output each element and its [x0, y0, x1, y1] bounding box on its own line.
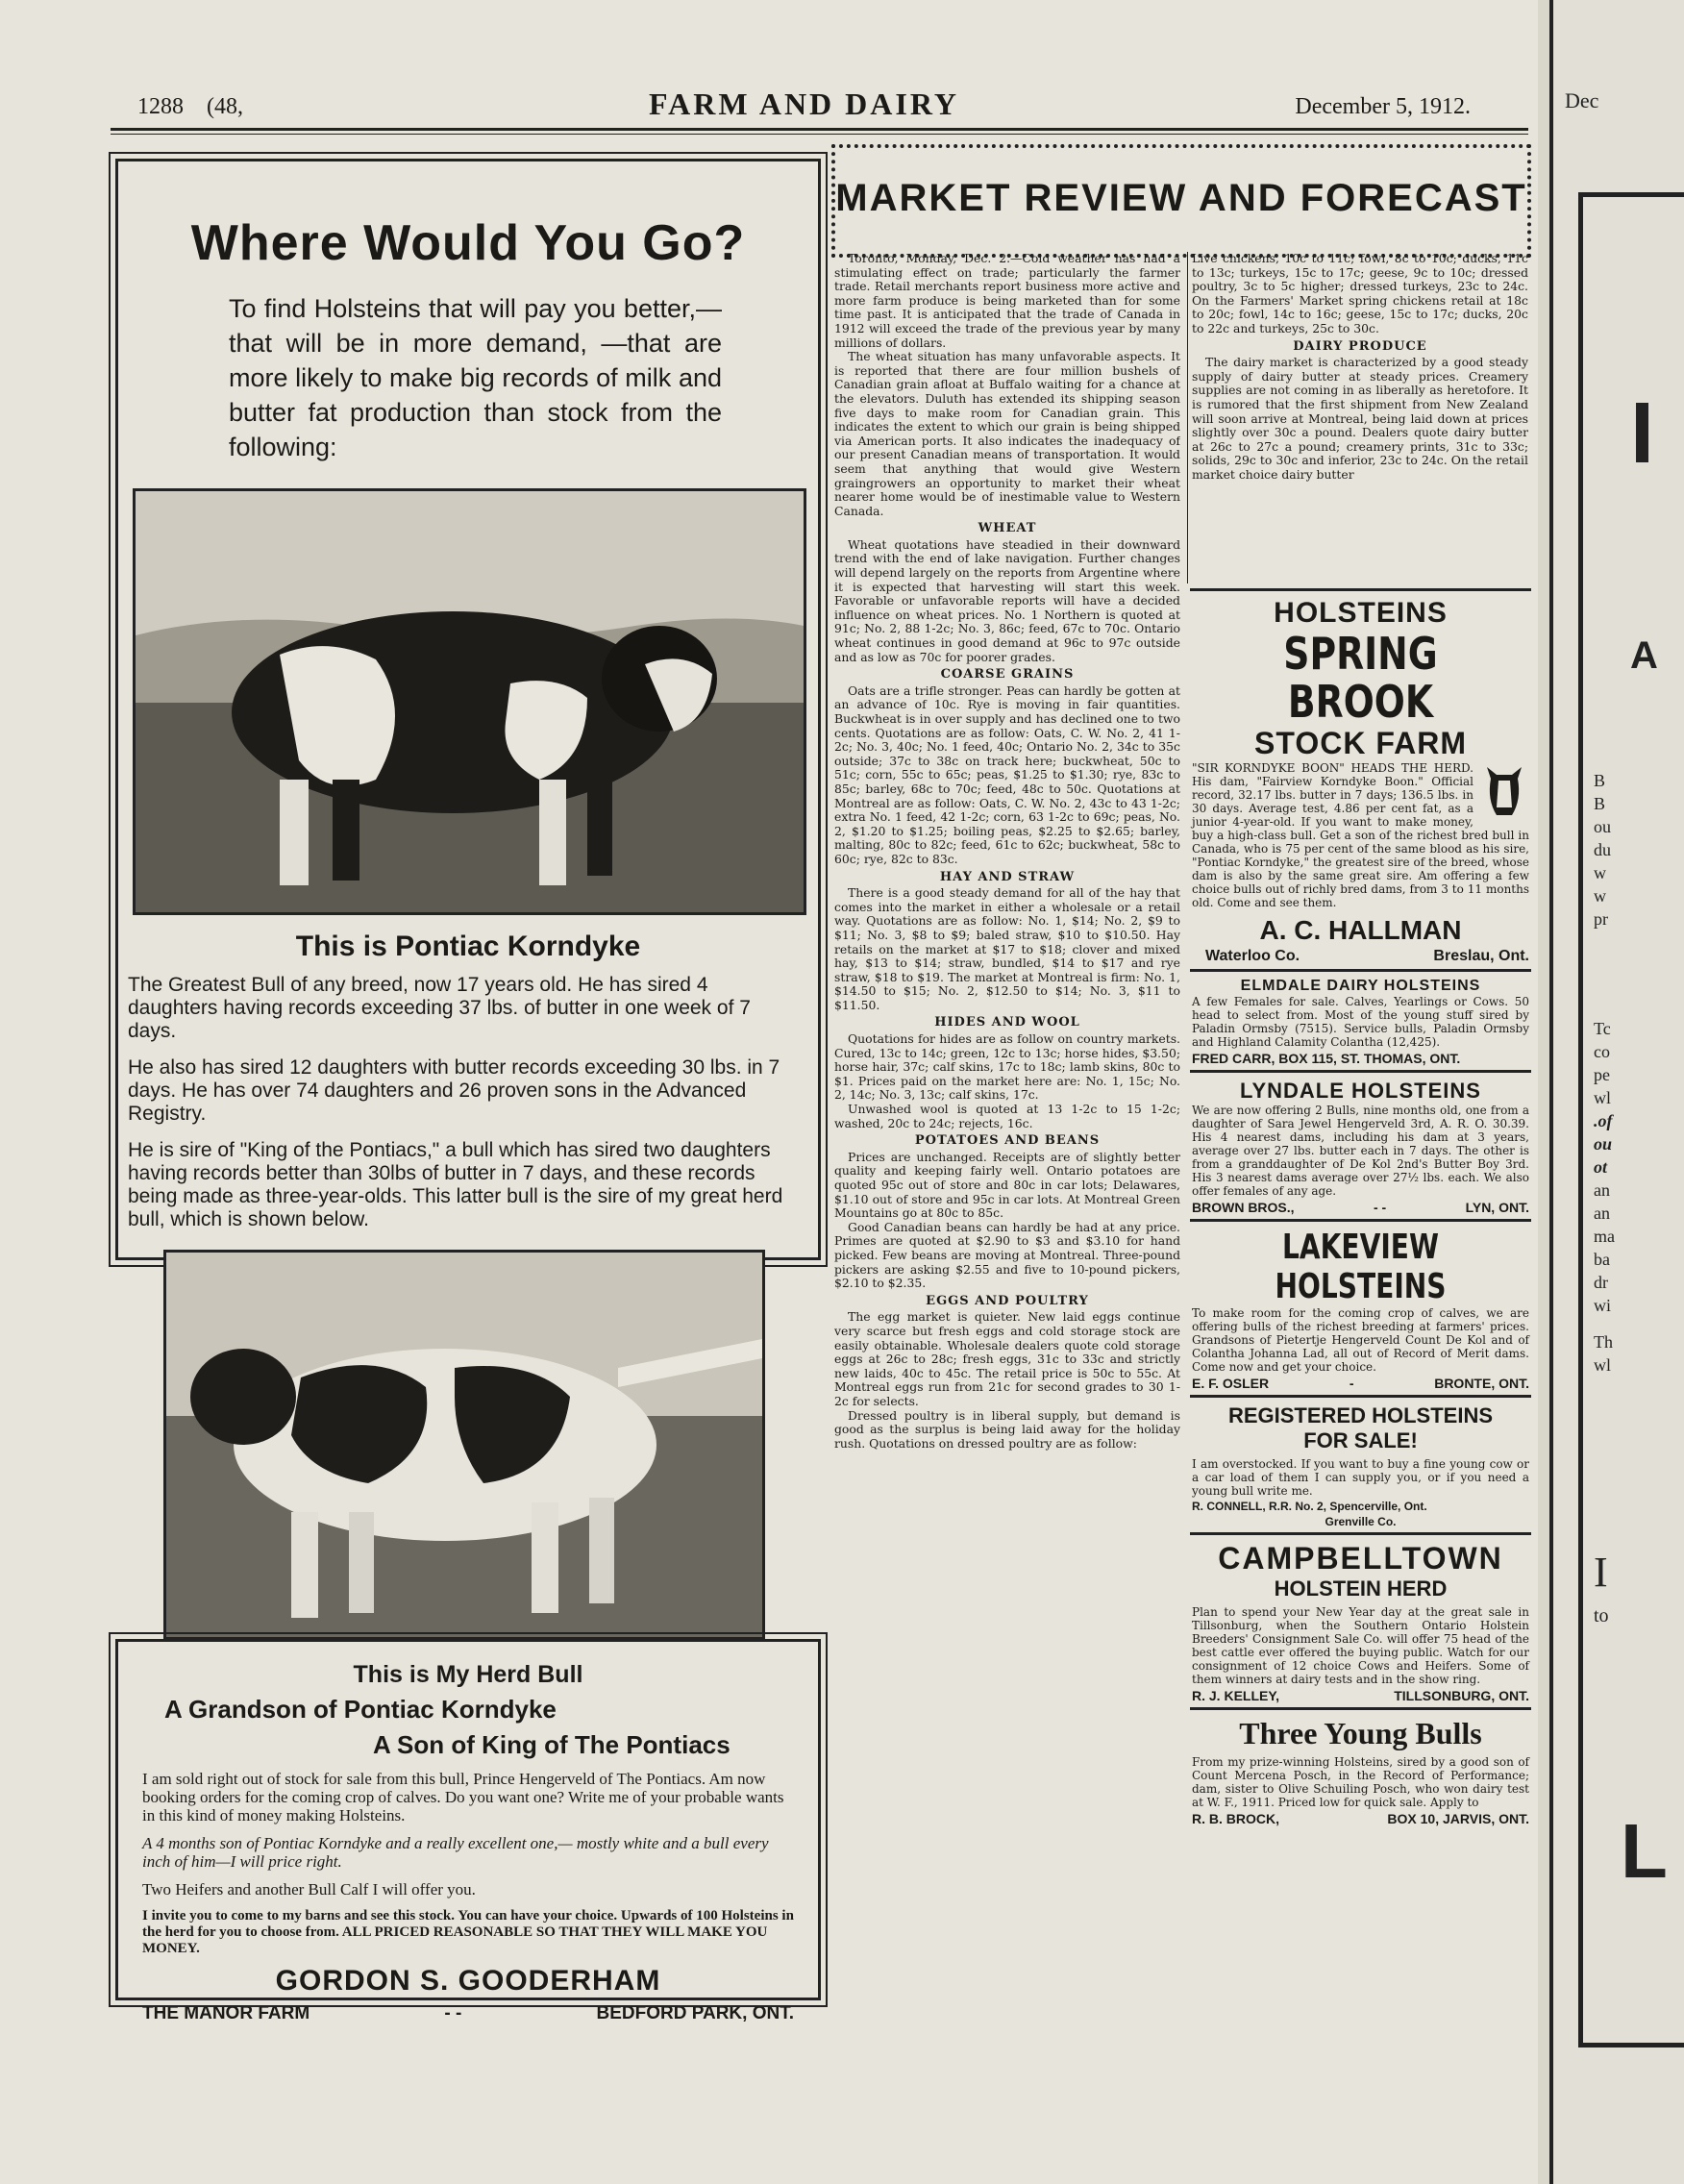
header-rule-thin: [111, 134, 1528, 135]
owner-name: R. B. BROCK,: [1192, 1811, 1279, 1826]
ad-subtitle: HOLSTEIN HERD: [1274, 1576, 1448, 1601]
ad-label: HOLSTEINS: [1274, 597, 1448, 629]
text-fragment: pr: [1594, 909, 1608, 929]
text-fragment: dr: [1594, 1273, 1608, 1292]
section-heading: HIDES AND WOOL: [934, 1015, 1080, 1030]
ad-county: [1192, 1515, 1529, 1528]
adjacent-date-fragment: Dec: [1565, 88, 1599, 112]
text-fragment: wi: [1594, 1296, 1611, 1315]
adjacent-letter: I: [1630, 385, 1655, 482]
springbrook-ad: [1190, 588, 1531, 969]
adjacent-letter: L: [1621, 1808, 1668, 1894]
magazine-title: FARM AND DAIRY: [649, 87, 959, 121]
ad-signature: [1192, 1376, 1529, 1391]
ad-signature: [1192, 1051, 1529, 1066]
ad-subtitle: STOCK FARM: [1254, 726, 1467, 760]
ad-bottom-box: [115, 1639, 821, 2023]
advertiser-name: GORDON S. GOODERHAM: [275, 1965, 661, 1997]
owner-name: R. CONNELL, R.R. No. 2, Spencerville, Ont.: [1192, 1500, 1427, 1513]
owner-county: Waterloo Co.: [1205, 948, 1300, 964]
market-para: Good Canadian beans can hardly be had at any price. Primes are quoted at $2.90 to $3 and $3.10 for hand picked. Few beans are moving at Montreal. Three-pound pickers are asking $2.55 and five to 10-pound pickers, $2.10 to $2.35.: [834, 1219, 1180, 1291]
bull-illustration: [136, 491, 804, 912]
text-fragment: wl: [1594, 1088, 1611, 1107]
issue-date: December 5, 1912.: [1295, 94, 1471, 119]
ad-para-6: Two Heifers and another Bull Calf I will offer you.: [142, 1880, 476, 1899]
ad-owner: A. C. HALLMAN: [1259, 915, 1462, 945]
market-para: The wheat situation has many unfavorable aspects. It is reported that there are four million bushels of Canadian grain afloat at Buffalo waiting for a chance at the elevators. Duluth has extended its shipping season five days to make room for Canadian grain. This indicates the extent to which our grain is being shipped via American ports. It also indicates the inadequacy of our present Canadian means of transportation. It would seem that anything that would give Western graingrowers an opportunity to market their wheat nearer home would be of inestimable value to Western Canada.: [834, 349, 1180, 518]
adjacent-page-edge: [1549, 0, 1684, 2184]
ad-farm-name: CAMPBELLTOWN: [1218, 1541, 1503, 1576]
grandson-title: A Grandson of Pontiac Korndyke: [164, 1695, 557, 1724]
owner-county: Grenville Co.: [1325, 1515, 1397, 1528]
column-divider: [1187, 252, 1188, 583]
ad-signature-text: FRED CARR, BOX 115, ST. THOMAS, ONT.: [1192, 1051, 1461, 1066]
market-para: The egg market is quieter. New laid eggs continue very scarce but fresh eggs and cold storage stock are easily obtainable. Wholesale dealers quote cold storage eggs at 26c to 28c; fresh eggs, 31c to 33c and strictly new laids, 40c to 45c. The retail price is 50c to 55c. At Montreal eggs run from 21c for second grades to 30 1-2c for selects.: [834, 1309, 1180, 1408]
text-fragment: Tc: [1594, 1019, 1611, 1038]
ad-text: From my prize-winning Holsteins, sired by a good son of Count Mercena Posch, in the Record of Performance; dam, sister to Olive Schuiling Posch, who won dairy test at W. F., 1911. Priced low for quick sale. Apply to: [1192, 1755, 1529, 1809]
text-fragment: an: [1594, 1204, 1610, 1223]
owner-town: BOX 10, JARVIS, ONT.: [1387, 1811, 1529, 1826]
signature-dash: -: [1349, 1376, 1354, 1391]
lyndale-ad: [1190, 1070, 1531, 1219]
ad-text: I am overstocked. If you want to buy a fine young cow or a car load of them I can supply you, or if you need a young bull write me.: [1192, 1457, 1529, 1498]
ad-signature: [1192, 1200, 1529, 1215]
market-para: There is a good steady demand for all of the hay that comes into the market in either a wholesale or a retail way. Quotations are as follow: No. 1, $14; No. 2, $9 to $11; No. 3, $8 to $9; baled straw, $10 to $10.50. Hay retails on the market at $17 to $18; clover and mixed hay, $13 to $14; straw, bundled, $14 to $17 and rye straw, $18 to $19. The market at Montreal is firm: No. 1, $14.50 to $15; No. 2, $12.50 to $14; No. 3, $11 to $11.50.: [834, 885, 1180, 1012]
ad-signature: [1192, 948, 1529, 965]
ad-text: To make room for the coming crop of calves, we are offering bulls of the richest breeding at farmers' prices. Grandsons of Pietertje Hengerveld Count De Kol and of Colantha Johanna Lad, all out of Record of Merit dams. Come now and get your choice.: [1192, 1306, 1529, 1374]
owner-town: LYN, ONT.: [1465, 1200, 1529, 1215]
market-para: Live chickens, 10c to 11c; fowl, 8c to 10c; ducks, 11c to 13c; turkeys, 15c to 17c; geese, 9c to 10c; dressed poultry, 3c to 5c higher; dressed turkeys, 23c to 24c. On the Farmers' Market spring chickens retail at 18c to 20c; fowl, 14c to 16c; geese, 15c to 17c; ducks, 20c to 22c and turkeys, 25c to 30c.: [1192, 252, 1528, 335]
ad-para-7: I invite you to come to my barns and see this stock. You can have your choice. Upwards of 100 Holsteins in the herd for you to choose from. ALL PRICED REASONABLE SO THAT THEY WILL MAKE YOU MONEY.: [142, 1908, 794, 1956]
ad-text: A few Females for sale. Calves, Yearlings or Cows. 50 head to select from. Most of the young stuff sired by Paladin Ormsby (7515). Service bulls, Paladin Ormsby and Highland Calamity Colantha (12,425).: [1192, 995, 1529, 1049]
ad-intro: To find Holsteins that will pay you better,—that will be in more demand, —that are more likely to make big records of milk and butter fat production than stock from the following:: [229, 294, 722, 461]
text-fragment: .of: [1594, 1111, 1613, 1130]
text-fragment: to: [1594, 1605, 1609, 1626]
owner-name: E. F. OSLER: [1192, 1376, 1270, 1391]
section-heading: DAIRY PRODUCE: [1293, 338, 1427, 354]
ad-para-5: A 4 months son of Pontiac Korndyke and a really excellent one,— mostly white and a bull every inch of him—I will price right.: [142, 1834, 769, 1871]
market-para: Toronto, Monday, Dec. 2.—Cold weather has had a stimulating effect on trade; particularly the farmer trade. Retail merchants report business more active and more farm produce is being marketed than for some time past. It is anticipated that the trade of Canada in 1912 will exceed the trade of the previous year by many millions of dollars.: [834, 252, 1180, 350]
ad-signature: [1192, 1688, 1529, 1703]
text-fragment: pe: [1594, 1065, 1610, 1084]
text-fragment: w: [1594, 863, 1606, 882]
market-para: Dressed poultry is in liberal supply, but demand is good as the surplus is being laid away for the holiday rush. Quotations on dressed poultry are as follow:: [834, 1407, 1180, 1451]
section-heading: EGGS AND POULTRY: [926, 1293, 1089, 1308]
lakeview-ad: [1190, 1219, 1531, 1395]
photo1-caption: This is Pontiac Korndyke: [295, 931, 641, 962]
farm-location: BEDFORD PARK, ONT.: [596, 2003, 794, 2023]
ad-body: [128, 974, 791, 1245]
owner-town: BRONTE, ONT.: [1434, 1376, 1529, 1391]
text-fragment: Th: [1594, 1332, 1613, 1352]
market-para: The dairy market is characterized by a good steady supply of dairy butter at steady prices. Creamery supplies are not coming in as liberally as heretofore. It is rumored that the first shipment from New Zealand will soon arrive at Montreal, being laid down at prices slightly over 30c a pound. Dealers quote dairy butter at 26c to 27c a pound; creamery prints, 31c to 33c; solids, 29c to 30c and inferior, 23c to 24c. On the retail market choice dairy butter: [1192, 355, 1528, 482]
ad-para-2: He also has sired 12 daughters with butter records exceeding 30 lbs. in 7 days. He has over 74 daughters and 26 proven sons in the Advanced Registry.: [128, 1056, 780, 1125]
market-review-banner: [831, 144, 1531, 258]
owner-town: Breslau, Ont.: [1433, 948, 1529, 964]
text-fragment: du: [1594, 840, 1611, 859]
text-fragment: ou: [1594, 817, 1611, 836]
text-fragment: ba: [1594, 1250, 1610, 1269]
adjacent-letter: A: [1630, 634, 1658, 677]
ad-para-1: The Greatest Bull of any breed, now 17 years old. He has sired 4 daughters having records exceeding 37 lbs. of butter in one week of 7 days.: [128, 974, 751, 1042]
market-column-2: [1192, 252, 1528, 588]
text-fragment: B: [1594, 794, 1606, 813]
gooderham-advertisement: [111, 154, 822, 2057]
registered-holsteins-ad: [1190, 1395, 1531, 1532]
ad-farm-name: LYNDALE HOLSTEINS: [1240, 1079, 1481, 1103]
owner-town: TILLSONBURG, ONT.: [1394, 1688, 1529, 1703]
text-fragment: ot: [1594, 1157, 1608, 1177]
text-fragment: co: [1594, 1042, 1610, 1061]
ad-signature: [1192, 1811, 1529, 1826]
herd-bull-photo: [163, 1250, 765, 1640]
market-para: Unwashed wool is quoted at 13 1-2c to 15 1-2c; washed, 20c to 24c; rejects, 16c.: [834, 1102, 1180, 1130]
three-young-bulls-ad: [1190, 1707, 1531, 1830]
text-fragment: ma: [1594, 1227, 1615, 1246]
ad-text: We are now offering 2 Bulls, nine months old, one from a daughter of Sara Jewel Hengerveld 3rd, A. R. O. 30.39. His 4 nearest dams, including his dam at 3 years, average over 27 lbs. butter each in 7 days. The other is from a granddaughter of De Kol 2nd's Butter Boy 3rd. His 3 nearest dams average over 27½ lbs. each. We also offer females of any age.: [1192, 1104, 1529, 1198]
text-fragment: B: [1594, 771, 1606, 790]
market-para: Prices are unchanged. Receipts are of slightly better quality and keeping fairly well. Ontario potatoes are quoted 95c out of store and 80c in car lots; Delawares, $1.10 out of store and 95c in car lots. At Montreal Green Mountains go at 80c to 85c.: [834, 1149, 1180, 1221]
ad-signature: [1192, 1500, 1529, 1513]
ad-text: "SIR KORNDYKE BOON" HEADS THE HERD. His dam, "Fairview Korndyke Boon." Official record, 32.17 lbs. butter in 7 days; 136.5 lbs. in 30 days. Average test, 4.86 per cent fat, as a junior 4-year-old. If you want to make money, buy a high-class bull. Get a son of the richest bred bull in Canada, who is 75 per cent of the same blood as his sire, "Pontiac Korndyke," the greatest sire of the breed, whose dam is also by the same great sire. Am offering a few choice bulls out of richly bred dams, from 3 to 11 months old. Come and see them.: [1192, 761, 1529, 909]
owner-name: BROWN BROS.,: [1192, 1200, 1295, 1215]
market-para: Oats are a trifle stronger. Peas can hardly be gotten at an advance of 10c. Rye is moving in fair quantities. Buckwheat is in over supply and has declined one to two cents. Quotations are as follow: Oats, C. W. No. 2, 41 1-2c; No. 3, 40c; No. 1 feed, 40c; Ontario No. 2, 34c to 35c outside; 37c to 38c on track here; buckwheat, 50c to 51c; corn, 55c to 65c; peas, $1.25 to $1.30; rye, 83c to 85c; barley, 68c to 70c; feed, 48c to 50c. Quotations at Montreal are as follow: Oats, C. W. No. 2, 43c to 43 1-2c; extra No. 1 feed, 42 1-2c; corn, 63 1-2c to 69c; peas, No. 2, $1.20 to $1.25; boiling peas, $2.25 to $2.65; barley, malting, 80c to 82c; feed, 61c to 62c; buckwheat, 58c to 60c; rye, 82c to 83c.: [834, 682, 1180, 866]
advertiser-address: [142, 2003, 794, 2024]
signature-dash: - -: [1373, 1200, 1387, 1215]
ad-headline: Three Young Bulls: [1239, 1716, 1482, 1750]
section-heading: COARSE GRAINS: [940, 667, 1075, 682]
section-heading: HAY AND STRAW: [939, 869, 1076, 884]
market-para: Quotations for hides are as follow on country markets. Cured, 13c to 14c; green, 12c to 13c; horse hides, $3.50; horse hair, 37c; calf skins, 17c to 18c; lamb skins, 80c to $1. Prices paid on the market here are: No. 1, 15c; No. 2, 14c; No. 3, 13c; calf skins, 17c.: [834, 1031, 1180, 1103]
son-title: A Son of King of The Pontiacs: [373, 1730, 731, 1759]
ad-subheadline: FOR SALE!: [1303, 1428, 1418, 1452]
owner-name: R. J. KELLEY,: [1192, 1688, 1280, 1703]
ad-para-4: I am sold right out of stock for sale from this bull, Prince Hengerveld of The Pontiacs. Am now booking orders for the coming crop of calves. Do you want one? Write me of your probable wants in this kind of money making Holsteins.: [142, 1770, 784, 1824]
ad-farm-name: LAKEVIEW HOLSTEINS: [1275, 1228, 1447, 1306]
market-column-1: [834, 252, 1180, 2030]
adjacent-letter: I: [1594, 1549, 1608, 1596]
market-para: Wheat quotations have steadied in their downward trend with the end of lake navigation. Further changes will depend largely on the reports from Argentine where it is expected that harvesting will start this week. Favorable or unfavorable reports will have a decided influence on wheat prices. No. 1 Northern is quoted at 91c; No. 2, 88 1-2c; No. 3, 86c; feed, 67c to 70c. Ontario wheat continues in good demand at 96c to 97c outside and as low as 70c for poorer grades.: [834, 536, 1180, 664]
section-heading: POTATOES AND BEANS: [914, 1133, 1101, 1149]
market-review-title: MARKET REVIEW AND FORECAST: [835, 177, 1527, 219]
campbelltown-ad: [1190, 1532, 1531, 1707]
text-fragment: w: [1594, 886, 1606, 906]
text-fragment: an: [1594, 1180, 1610, 1200]
ad-farm-name: ELMDALE DAIRY HOLSTEINS: [1240, 978, 1481, 994]
cow-head-icon: [1479, 761, 1529, 821]
ad-para-3: He is sire of "King of the Pontiacs," a bull which has sired two daughters having records better than 30lbs of butter in 7 days, and these records being made as three-year-olds. This latter bull is the sire of my great herd bull, which is shown below.: [128, 1139, 783, 1230]
classified-ads-column: [1190, 588, 1531, 2030]
address-dash: - -: [444, 2003, 462, 2023]
herd-bull-title: This is My Herd Bull: [353, 1661, 583, 1688]
text-fragment: ou: [1594, 1134, 1613, 1154]
farm-name: THE MANOR FARM: [142, 2003, 310, 2023]
text-fragment: wl: [1594, 1355, 1611, 1375]
pontiac-korndyke-photo: [133, 488, 806, 915]
ad-text: Plan to spend your New Year day at the great sale in Tillsonburg, when the Southern Ontario Holstein Breeders' Consignment Sale Co. will offer 75 head of the best cattle ever offered the buying public. Watch for our consignment of 12 choice Cows and Heifers. Some of them winners at dairy tests and in the show ring.: [1192, 1605, 1529, 1686]
ad-top-box: [115, 159, 821, 1260]
section-heading: WHEAT: [978, 521, 1037, 536]
herd-bull-illustration: [166, 1253, 762, 1637]
ad-farm-name: SPRING BROOK: [1283, 628, 1438, 728]
elmdale-ad: [1190, 969, 1531, 1070]
page-number: 1288 (48,: [137, 94, 243, 119]
ad-headline: REGISTERED HOLSTEINS: [1227, 1403, 1494, 1427]
ad-headline: Where Would You Go?: [190, 215, 746, 271]
page-header: [111, 87, 1528, 125]
adjacent-text-fragments: [1594, 769, 1651, 1377]
header-rule: [111, 128, 1528, 131]
